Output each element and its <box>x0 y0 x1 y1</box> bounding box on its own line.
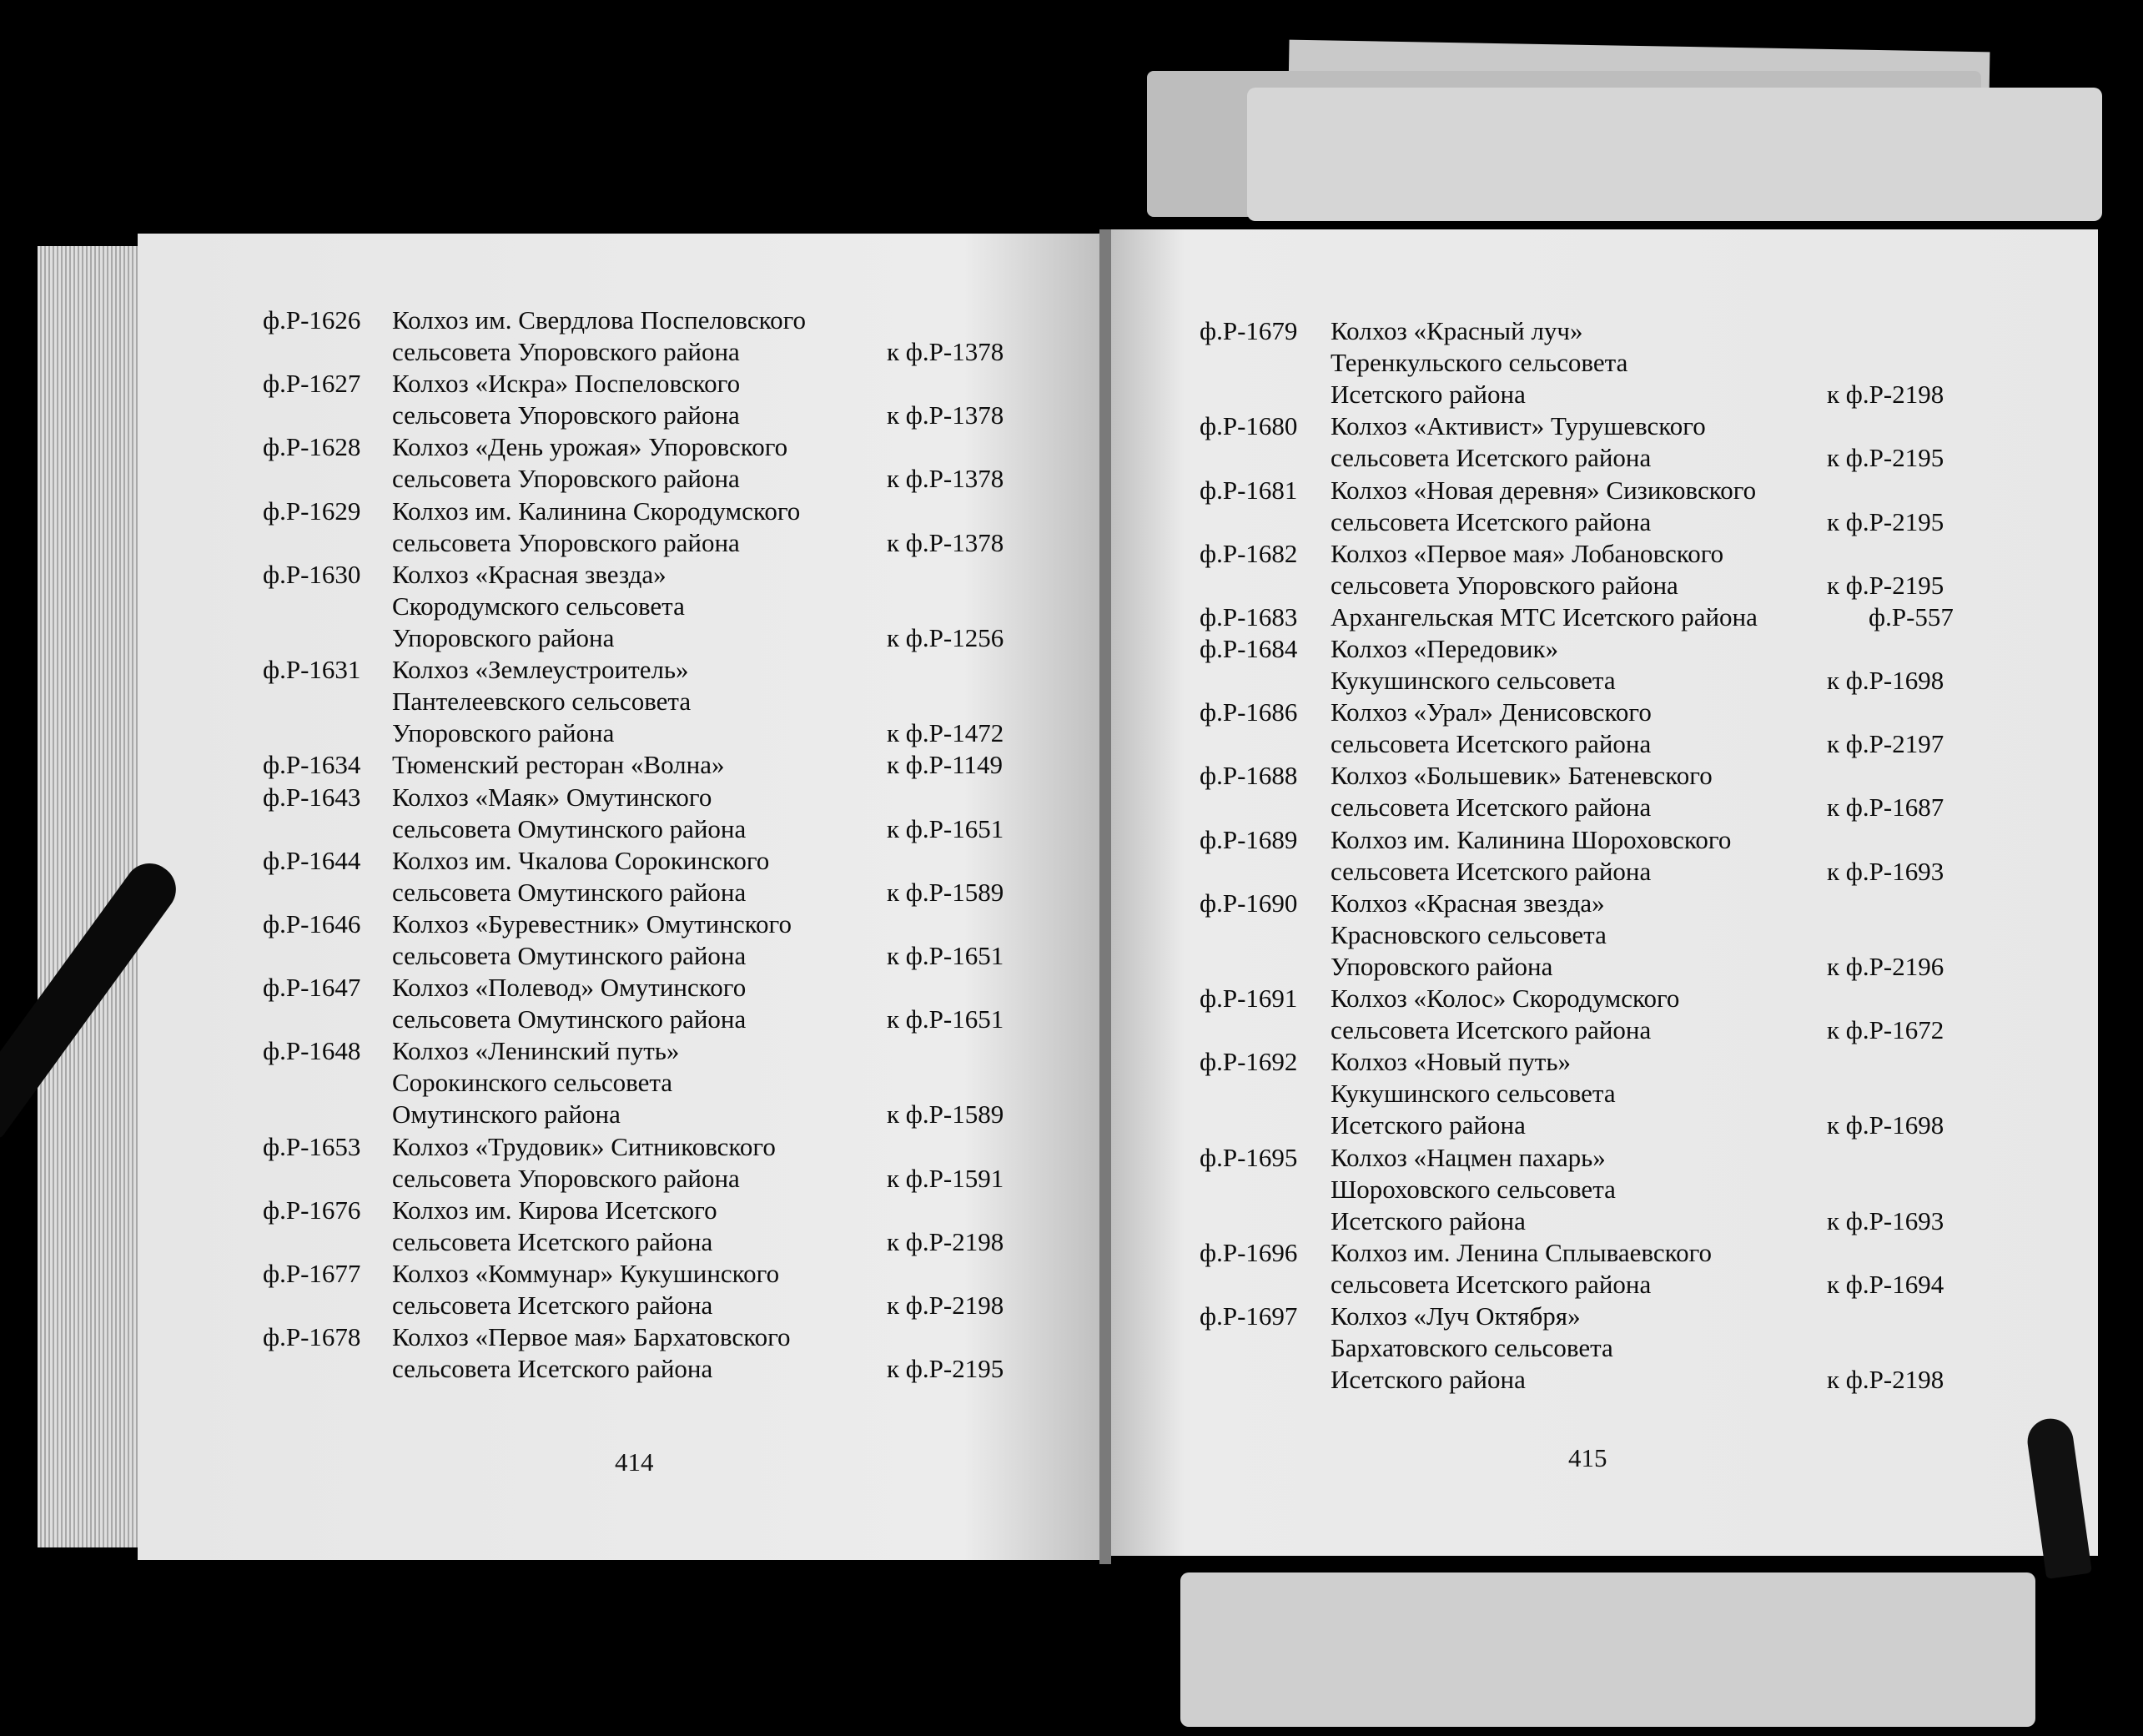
fund-reference: к ф.Р-1693 <box>1827 1205 1944 1235</box>
fund-description-line: Пантелеевского сельсовета <box>392 687 692 717</box>
fund-description-line: сельсовета Омутинского района <box>392 1004 747 1034</box>
fund-description-line: Колхоз им. Свердлова Поспеловского <box>392 305 807 335</box>
fund-reference: к ф.Р-2195 <box>1827 570 1944 600</box>
fund-code: ф.Р-1688 <box>1200 761 1298 791</box>
fund-reference: к ф.Р-1693 <box>1827 856 1944 886</box>
fund-code: ф.Р-1679 <box>1200 316 1298 345</box>
fund-description-line: Колхоз «День урожая» Упоровского <box>392 432 788 462</box>
fund-code: ф.Р-1681 <box>1200 475 1298 505</box>
fund-description-line: Колхоз им. Чкалова Сорокинского <box>392 845 770 875</box>
fund-description-line: сельсовета Упоровского района <box>392 464 740 494</box>
fund-code: ф.Р-1692 <box>1200 1047 1298 1077</box>
fund-reference: к ф.Р-1698 <box>1827 666 1944 696</box>
fund-description-line: сельсовета Омутинского района <box>392 877 747 907</box>
fund-description-line: Исетского района <box>1331 1205 1526 1235</box>
fund-description-line: сельсовета Упоровского района <box>392 527 740 557</box>
fund-description-line: Колхоз «Новая деревня» Сизиковского <box>1331 475 1757 505</box>
fund-description-line: Кукушинского сельсовета <box>1331 666 1616 696</box>
fund-reference: к ф.Р-1378 <box>887 527 1004 557</box>
fund-description-line: Колхоз «Полевод» Омутинского <box>392 973 747 1003</box>
fund-description-line: Колхоз «Маяк» Омутинского <box>392 782 712 812</box>
fund-description-line: Колхоз «Трудовик» Ситниковского <box>392 1131 776 1161</box>
fund-reference: к ф.Р-1256 <box>887 622 1004 652</box>
fund-description-line: Исетского района <box>1331 1110 1526 1140</box>
fund-reference: к ф.Р-1651 <box>887 813 1004 843</box>
fund-reference: к ф.Р-2198 <box>887 1226 1004 1256</box>
fund-code: ф.Р-1680 <box>1200 411 1298 441</box>
right-page <box>1105 229 2098 1556</box>
fund-code: ф.Р-1628 <box>263 432 361 462</box>
fund-description-line: сельсовета Упоровского района <box>1331 570 1678 600</box>
fund-description-line: Колхоз «Красный луч» <box>1331 316 1583 345</box>
fund-code: ф.Р-1684 <box>1200 634 1298 663</box>
fund-reference: к ф.Р-1698 <box>1827 1110 1944 1140</box>
fund-description-line: сельсовета Омутинского района <box>392 940 747 970</box>
fund-reference: к ф.Р-2198 <box>1827 380 1944 410</box>
fund-description-line: Колхоз «Урал» Денисовского <box>1331 697 1652 727</box>
fund-reference: к ф.Р-2198 <box>1827 1365 1944 1395</box>
fund-description-line: сельсовета Исетского района <box>1331 506 1652 536</box>
fund-code: ф.Р-1646 <box>263 908 361 938</box>
fund-reference: к ф.Р-1472 <box>887 718 1004 748</box>
fund-description-line: Колхоз «Красная звезда» <box>392 559 667 589</box>
fund-description-line: сельсовета Исетского района <box>1331 1269 1652 1299</box>
fund-description-line: Архангельская МТС Исетского района <box>1331 601 1758 632</box>
fund-description-line: Колхоз им. Калинина Скородумского <box>392 496 801 526</box>
page-number-right: 415 <box>1568 1443 1607 1472</box>
fund-description-line: сельсовета Исетского района <box>392 1291 713 1321</box>
fund-code: ф.Р-1653 <box>263 1131 361 1161</box>
fund-description-line: Колхоз «Луч Октября» <box>1331 1301 1581 1331</box>
fund-description-line: Упоровского района <box>392 622 615 652</box>
fund-code: ф.Р-1691 <box>1200 984 1298 1014</box>
fund-reference: к ф.Р-1378 <box>887 400 1004 430</box>
fund-description-line: сельсовета Омутинского района <box>392 813 747 843</box>
fund-description-line: Колхоз им. Калинина Шороховского <box>1331 824 1732 854</box>
fund-description-line: Колхоз им. Ленина Сплываевского <box>1331 1237 1713 1267</box>
fund-description-line: Колхоз им. Кирова Исетского <box>392 1195 717 1225</box>
fund-code: ф.Р-1689 <box>1200 824 1298 854</box>
fund-code: ф.Р-1643 <box>263 782 361 812</box>
fund-code: ф.Р-1677 <box>263 1259 361 1288</box>
fund-description-line: Сорокинского сельсовета <box>392 1068 673 1098</box>
left-page <box>138 234 1109 1560</box>
fund-code: ф.Р-1634 <box>263 750 361 780</box>
fund-reference: к ф.Р-1591 <box>887 1163 1004 1193</box>
fund-description-line: Колхоз «Передовик» <box>1331 634 1559 663</box>
fund-description-line: Исетского района <box>1331 380 1526 410</box>
fund-description-line: Колхоз «Колос» Скородумского <box>1331 984 1680 1014</box>
fund-description-line: сельсовета Исетского района <box>392 1226 713 1256</box>
paper-bundle-bottom <box>1180 1572 2035 1727</box>
fund-description-line: Колхоз «Землеустроитель» <box>392 655 689 685</box>
fund-code: ф.Р-1678 <box>263 1322 361 1352</box>
book-spine <box>1099 229 1111 1564</box>
fund-description-line: Бархатовского сельсовета <box>1331 1333 1613 1363</box>
fund-description-line: Кукушинского сельсовета <box>1331 1079 1616 1109</box>
fund-reference: к ф.Р-1694 <box>1827 1269 1944 1299</box>
fund-description-line: Колхоз «Искра» Поспеловского <box>392 369 741 399</box>
fund-reference: к ф.Р-1672 <box>1827 1015 1944 1045</box>
fund-code: ф.Р-1630 <box>263 559 361 589</box>
fund-code: ф.Р-1686 <box>1200 697 1298 727</box>
fund-description-line: Упоровского района <box>1331 951 1553 981</box>
fund-reference: к ф.Р-1378 <box>887 464 1004 494</box>
fund-code: ф.Р-1683 <box>1200 601 1298 632</box>
fund-reference: к ф.Р-2196 <box>1827 951 1944 981</box>
fund-description-line: сельсовета Исетского района <box>1331 793 1652 823</box>
fund-code: ф.Р-1690 <box>1200 888 1298 918</box>
fund-code: ф.Р-1695 <box>1200 1142 1298 1172</box>
fund-code: ф.Р-1627 <box>263 369 361 399</box>
fund-code: ф.Р-1648 <box>263 1036 361 1066</box>
fund-description-line: Колхоз «Нацмен пахарь» <box>1331 1142 1606 1172</box>
fund-description-line: сельсовета Исетского района <box>1331 856 1652 886</box>
fund-code: ф.Р-1626 <box>263 305 361 335</box>
fund-code: ф.Р-1644 <box>263 845 361 875</box>
fund-code: ф.Р-1629 <box>263 496 361 526</box>
fund-description-line: сельсовета Исетского района <box>1331 443 1652 473</box>
fund-reference: к ф.Р-2195 <box>1827 443 1944 473</box>
fund-description-line: Колхоз «Ленинский путь» <box>392 1036 680 1066</box>
fund-description-line: сельсовета Упоровского района <box>392 337 740 367</box>
fund-code: ф.Р-1631 <box>263 655 361 685</box>
fund-code: ф.Р-1696 <box>1200 1237 1298 1267</box>
fund-reference: к ф.Р-2195 <box>1827 506 1944 536</box>
fund-description-line: Теренкульского сельсовета <box>1331 348 1628 378</box>
fund-description-line: Шороховского сельсовета <box>1331 1174 1616 1204</box>
fund-description-line: Колхоз «Новый путь» <box>1331 1047 1571 1077</box>
fund-reference: к ф.Р-1378 <box>887 337 1004 367</box>
fund-code: ф.Р-1682 <box>1200 538 1298 568</box>
fund-description-line: Колхоз «Первое мая» Бархатовского <box>392 1322 791 1352</box>
fund-description-line: Омутинского района <box>392 1099 621 1130</box>
fund-reference: к ф.Р-1651 <box>887 940 1004 970</box>
fund-reference: к ф.Р-1687 <box>1827 793 1944 823</box>
fund-reference: к ф.Р-2198 <box>887 1291 1004 1321</box>
fund-description-line: Колхоз «Буревестник» Омутинского <box>392 908 792 938</box>
fund-reference: к ф.Р-2195 <box>887 1354 1004 1384</box>
fund-reference: к ф.Р-2197 <box>1827 729 1944 759</box>
fund-description-line: Колхоз «Активист» Турушевского <box>1331 411 1706 441</box>
fund-description-line: Колхоз «Красная звезда» <box>1331 888 1605 918</box>
fund-description-line: Исетского района <box>1331 1365 1526 1395</box>
fund-description-line: Колхоз «Коммунар» Кукушинского <box>392 1259 780 1288</box>
fund-code: ф.Р-1697 <box>1200 1301 1298 1331</box>
fund-description-line: Скородумского сельсовета <box>392 591 685 621</box>
fund-reference: к ф.Р-1589 <box>887 877 1004 907</box>
fund-description-line: Колхоз «Первое мая» Лобановского <box>1331 538 1724 568</box>
fund-description-line: Упоровского района <box>392 718 615 748</box>
page-number-left: 414 <box>615 1447 654 1477</box>
fund-reference: к ф.Р-1589 <box>887 1099 1004 1130</box>
fund-code: ф.Р-1676 <box>263 1195 361 1225</box>
fund-reference: к ф.Р-1149 <box>887 750 1004 780</box>
fund-description-line: сельсовета Исетского района <box>1331 1015 1652 1045</box>
fund-description-line: Колхоз «Большевик» Батеневского <box>1331 761 1713 791</box>
fund-description-line: сельсовета Исетского района <box>1331 729 1652 759</box>
fund-description-line: сельсовета Упоровского района <box>392 1163 740 1193</box>
fund-description-line: Красновского сельсовета <box>1331 919 1607 949</box>
paper-bundle-front <box>1247 88 2102 221</box>
fund-description-line: Тюменский ресторан «Волна» <box>392 750 725 780</box>
fund-description-line: сельсовета Исетского района <box>392 1354 713 1384</box>
fund-reference: ф.Р-557 <box>1869 601 1954 632</box>
fund-description-line: сельсовета Упоровского района <box>392 400 740 430</box>
fund-code: ф.Р-1647 <box>263 973 361 1003</box>
fund-reference: к ф.Р-1651 <box>887 1004 1004 1034</box>
